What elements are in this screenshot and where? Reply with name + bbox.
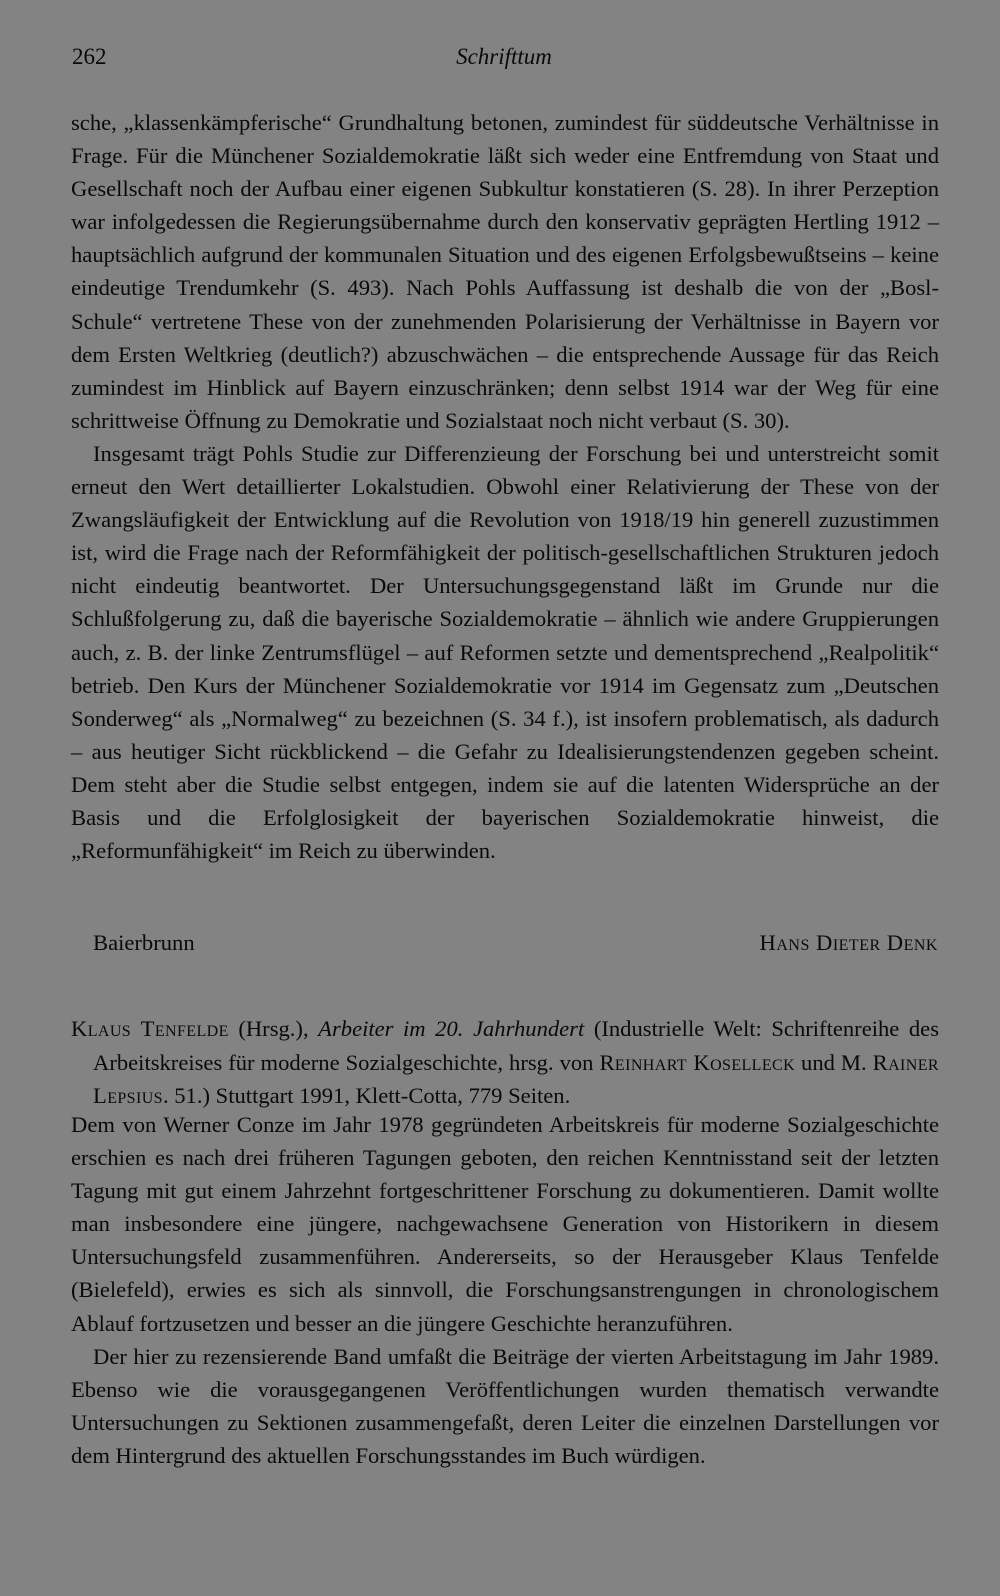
citation-series-and: und M. [795, 1049, 873, 1075]
review-2-citation [71, 1012, 939, 1113]
reviewer-place: Baierbrunn [93, 930, 195, 955]
review-2-body [71, 1108, 939, 1472]
review-1-signoff [93, 926, 938, 960]
citation-editor: Klaus Tenfelde [71, 1016, 229, 1041]
running-head [72, 44, 936, 76]
review-1-paragraph-1: sche, „klassenkämpferische“ Grundhaltung betonen, zumindest für süddeutsche Verhältnisse in Frage. Für die Münchener Sozialdemokratie läßt sich weder eine Entfremdung von Staat und Gesellschaft noch der Aufbau einer eigenen Subkultur konstatieren (S. 28). In ihrer Perzeption war infolgedessen die Regierungsübernahme durch den konservativ geprägten Hertling 1912 – hauptsächlich aufgrund der kommunalen Situation und des eigenen Erfolgsbewußtseins – keine eindeutige Trendumkehr (S. 493). Nach Pohls Auffassung ist deshalb die von der „Bosl-Schule“ vertretene These von der zunehmenden Polarisierung der Verhältnisse in Bayern vor dem Ersten Weltkrieg (deutlich?) abzuschwächen – die entsprechende Aussage für das Reich zumindest im Hinblick auf Bayern einzuschränken; denn selbst 1914 war der Weg für eine schrittweise Öffnung zu Demokratie und Sozialstaat noch nicht verbaut (S. 30). [71, 110, 939, 433]
page-number: 262 [72, 44, 107, 69]
citation-editor-role: (Hrsg.), [228, 1016, 319, 1041]
citation-title: Arbeiter im 20. Jahrhundert [318, 1016, 585, 1041]
citation-series-b: . 51.) Stuttgart 1991, Klett-Cotta, 779 Seiten. [162, 1083, 571, 1108]
citation-series-a: (Industrielle Welt: Schriftenreihe des Arbeitskreises für moderne Sozialgeschichte, hrsg. von [93, 1016, 940, 1075]
citation-series-editor-1: Reinhart Koselleck [599, 1049, 796, 1075]
review-2-paragraph-2: Der hier zu rezensierende Band umfaßt die Beiträge der vierten Arbeitstagung im Jahr 1989. Ebenso wie die vorausgegangenen Veröffentlichungen wurden thematisch verwandte Untersuchungen zu Sektionen zusammengefaßt, deren Leiter die einzelnen Darstellungen vor dem Hintergrund des aktuellen Forschungsstandes im Buch würdigen. [71, 1343, 939, 1468]
review-1-paragraph-2: Insgesamt trägt Pohls Studie zur Differenzieung der Forschung bei und unterstreicht somit erneut den Wert detaillierter Lokalstudien. Obwohl einer Relativierung der These von der Zwangsläufigkeit der Entwicklung auf die Revolution von 1918/19 hin generell zuzustimmen ist, wird die Frage nach der Reformfähigkeit der politisch-gesellschaftlichen Strukturen jedoch nicht eindeutig beantwortet. Der Untersuchungsgegenstand läßt im Grunde nur die Schlußfolgerung zu, daß die bayerische Sozialdemokratie – ähnlich wie andere Gruppierungen auch, z. B. der linke Zentrumsflügel – auf Reformen setzte und dementsprechend „Realpolitik“ betrieb. Den Kurs der Münchener Sozialdemokratie vor 1914 im Gegensatz zum „Deutschen Sonderweg“ als „Normalweg“ zu bezeichnen (S. 34 f.), ist insofern problematisch, als dadurch – aus heutiger Sicht rückblickend – die Gefahr zu Idealisierungstendenzen gegeben scheint. Dem steht aber die Studie selbst entgegen, indem sie auf die latenten Widersprüche an der Basis und die Erfolglosigkeit der bayerischen Sozialdemokratie hinweist, die „Reformunfähigkeit“ im Reich zu überwinden. [71, 440, 939, 864]
reviewer-name: Hans Dieter Denk [759, 930, 938, 955]
running-title: Schrifttum [456, 44, 552, 69]
citation-series-editor-2: Rainer Lepsius [93, 1049, 939, 1108]
review-1-body [71, 106, 939, 867]
review-2-paragraph-1: Dem von Werner Conze im Jahr 1978 gegründeten Arbeitskreis für moderne Sozialgeschichte erschien es nach drei früheren Tagungen geboten, den reichen Kenntnisstand seit der letzten Tagung mit gut einem Jahrzehnt fortgeschrittener Forschung zu dokumentieren. Damit wollte man insbesondere eine jüngere, nachgewachsene Generation von Historikern in diesem Untersuchungsfeld zusammenführen. Andererseits, so der Herausgeber Klaus Tenfelde (Bielefeld), erwies es sich als sinnvoll, die Forschungsanstrengungen in chronologischem Ablauf fortzusetzen und besser an die jüngere Geschichte heranzuführen. [71, 1112, 939, 1336]
